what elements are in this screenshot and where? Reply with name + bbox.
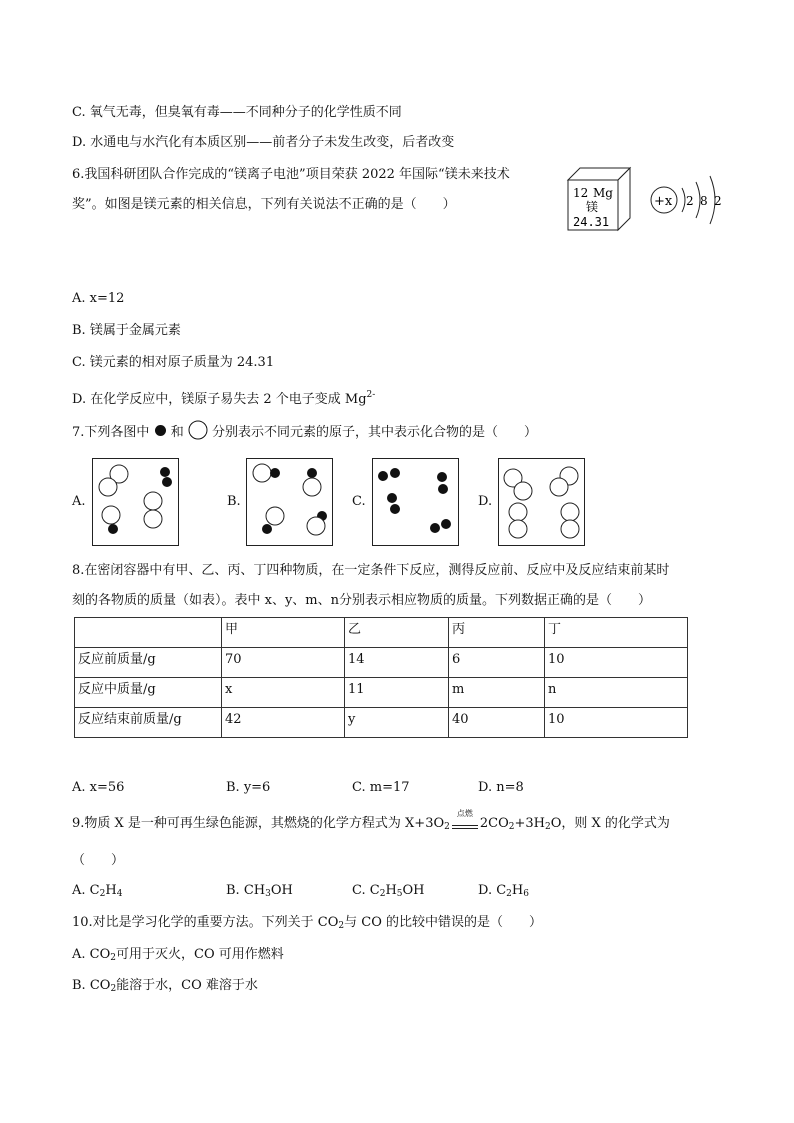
q5-option-c: C. 氧气无毒，但臭氧有毒——不同种分子的化学性质不同 <box>72 105 402 120</box>
table-cell: 反应结束前质量/g <box>75 708 222 738</box>
q6-option-b: B. 镁属于金属元素 <box>72 323 181 338</box>
element-symbol: Mg <box>593 186 613 200</box>
equals-sign <box>452 825 478 829</box>
shell-3-electrons: 2 <box>714 194 722 208</box>
q9-option-b: B. $CH_3OH$ <box>226 883 293 899</box>
shell-1-electrons: 2 <box>686 194 694 208</box>
q6-option-a: A. x=12 <box>72 291 125 306</box>
element-name: 镁 <box>586 200 599 214</box>
q9-stem-line1: 9.物质 X 是一种可再生绿色能源，其燃烧的化学方程式为 $X+3O_2$ 点燃 $2CO_2+3H_2O$，则 X 的化学式为 <box>72 809 670 832</box>
table-header-cell: 丙 <box>449 618 545 648</box>
table-cell: 6 <box>449 648 545 678</box>
q10-stem: 10.对比是学习化学的重要方法。下列关于 $CO_2$与 CO 的比较中错误的是（ ） <box>72 915 543 931</box>
table-header-cell: 乙 <box>345 618 449 648</box>
q9-option-c: C. $C_2H_5OH$ <box>352 883 425 899</box>
table-cell: n <box>545 678 688 708</box>
black-atom-icon <box>154 424 167 437</box>
q7-box-a <box>92 458 179 546</box>
white-atom-icon <box>188 420 208 440</box>
q7-label-c: C. <box>352 494 366 509</box>
table-header-cell <box>75 618 222 648</box>
q9-stem-line2: （ ） <box>72 853 125 868</box>
q7-box-c <box>372 458 459 546</box>
q6-stem-line2: 奖”。如图是镁元素的相关信息，下列有关说法不正确的是（ ） <box>72 197 456 212</box>
table-header-row <box>75 618 688 648</box>
q9-option-a: A. $C_2H_4$ <box>72 883 123 899</box>
table-cell: 反应中质量/g <box>75 678 222 708</box>
table-cell: 10 <box>545 708 688 738</box>
q10-option-a: A. $CO_2$可用于灭火，CO 可用作燃料 <box>72 947 284 963</box>
table-cell: 14 <box>345 648 449 678</box>
magnesium-element-figure <box>560 164 735 236</box>
table-header-cell: 丁 <box>545 618 688 648</box>
q7-label-a: A. <box>72 494 86 509</box>
q7-label-d: D. <box>478 494 493 509</box>
shell-2-electrons: 8 <box>700 194 708 208</box>
reaction-condition <box>452 809 478 829</box>
q9-option-d: D. $C_2H_6$ <box>478 883 529 899</box>
electron-shell-1 <box>682 188 685 212</box>
q6-option-c: C. 镁元素的相对原子质量为 24.31 <box>72 355 275 370</box>
table-cell: 11 <box>345 678 449 708</box>
q8-option-c: C. m=17 <box>352 780 410 795</box>
table-row <box>75 708 688 738</box>
table-row <box>75 648 688 678</box>
ignite-label: 点燃 <box>456 809 473 818</box>
table-header-cell: 甲 <box>222 618 345 648</box>
q6-stem-line1: 6.我国科研团队合作完成的“镁离子电池”项目荣获 2022 年国际“镁未来技术 <box>72 167 510 182</box>
q10-option-b: B. $CO_2$能溶于水，CO 难溶于水 <box>72 978 258 994</box>
q6-option-d: D. 在化学反应中，镁原子易失去 2 个电子变成 $Mg^{2-}$ <box>72 390 376 407</box>
q7-box-d <box>498 458 585 546</box>
q5-option-d: D. 水通电与水汽化有本质区别——前者分子未发生改变，后者改变 <box>72 135 455 150</box>
q8-stem-line2: 刻的各物质的质量（如表）。表中 x、y、m、n分别表示相应物质的质量。下列数据正确的是（ ） <box>72 593 652 608</box>
table-cell: 70 <box>222 648 345 678</box>
atomic-number: 12 <box>573 186 589 200</box>
atomic-mass: 24.31 <box>573 215 610 229</box>
table-cell: 42 <box>222 708 345 738</box>
table-cell: y <box>345 708 449 738</box>
q8-stem-line1: 8.在密闭容器中有甲、乙、丙、丁四种物质，在一定条件下反应，测得反应前、反应中及反应结束前某时 <box>72 563 670 578</box>
table-cell: 40 <box>449 708 545 738</box>
table-cell: 10 <box>545 648 688 678</box>
q7-box-b <box>246 458 333 546</box>
table-cell: m <box>449 678 545 708</box>
q7-label-b: B. <box>227 494 241 509</box>
table-cell: 反应前质量/g <box>75 648 222 678</box>
q8-option-d: D. n=8 <box>478 780 524 795</box>
q8-data-table <box>74 617 688 738</box>
q8-option-b: B. y=6 <box>226 780 271 795</box>
nuclear-charge: +x <box>654 194 673 209</box>
table-cell: x <box>222 678 345 708</box>
q8-option-a: A. x=56 <box>72 780 125 795</box>
q7-stem: 7.下列各图中 和 分别表示不同元素的原子，其中表示化合物的是（ ） <box>72 420 537 442</box>
table-row <box>75 678 688 708</box>
